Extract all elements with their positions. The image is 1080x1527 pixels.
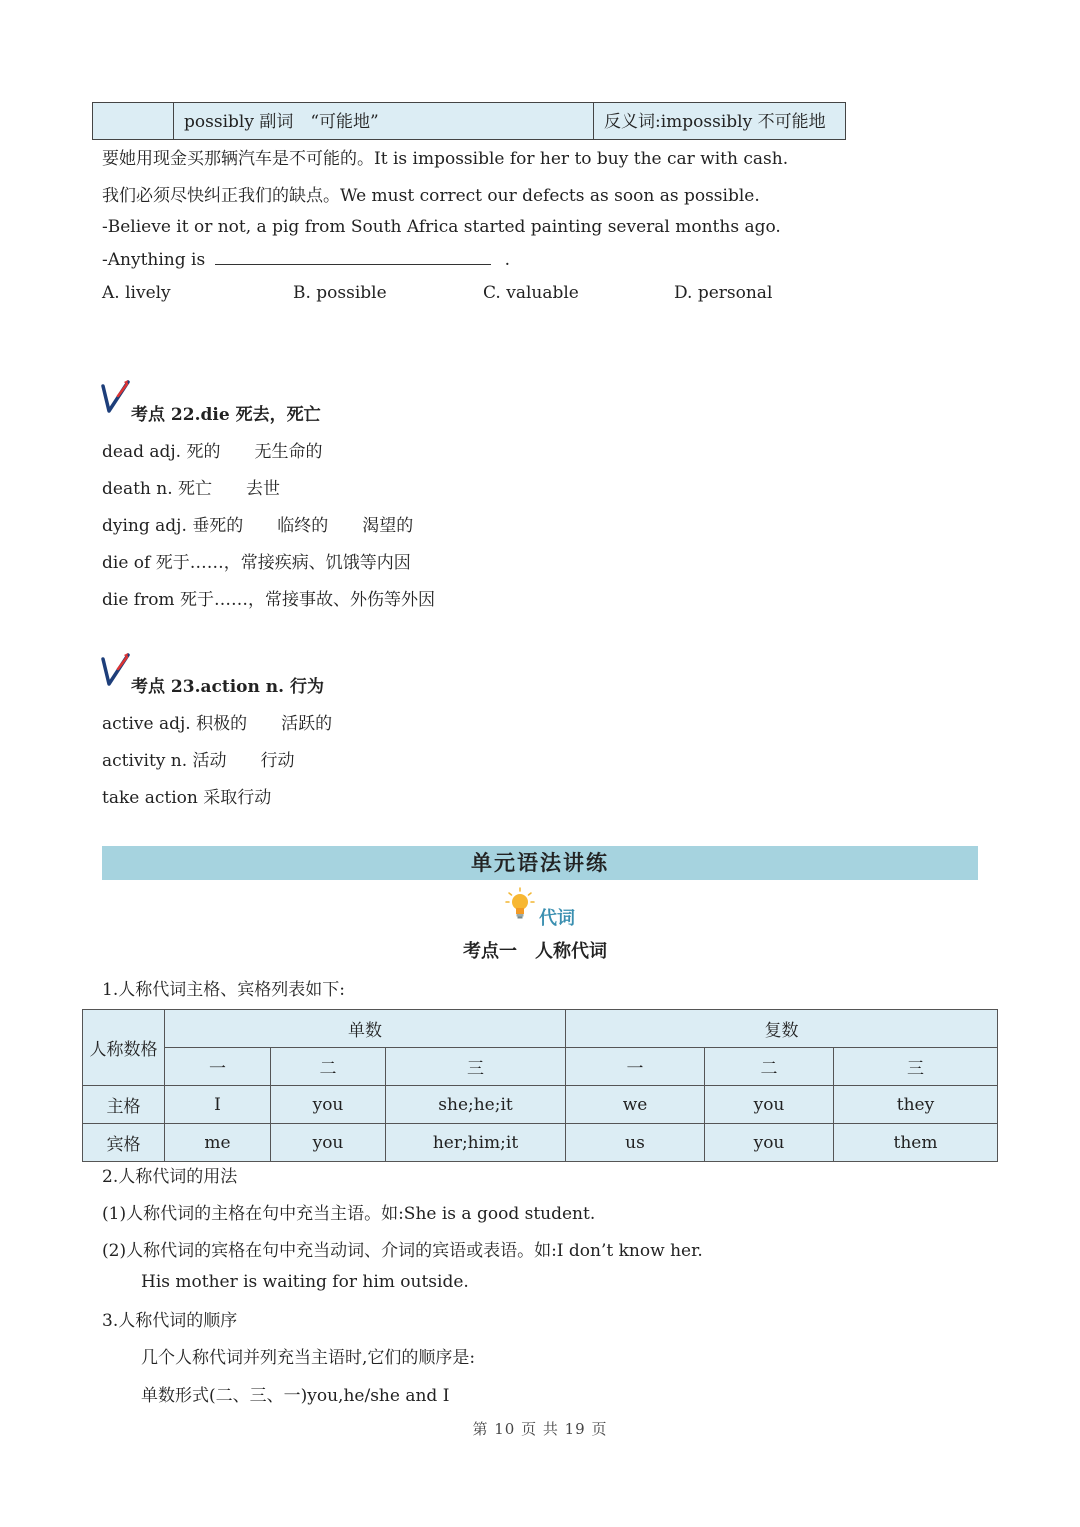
pronoun-table [82,1009,998,1162]
usage-point-2-example: His mother is waiting for him outside. [141,1272,469,1292]
kp22-title: 考点 22.die 死去，死亡 [131,405,321,425]
table-cell: they [834,1086,998,1124]
option-d: D. personal [674,283,773,303]
person-header: 三 [834,1048,998,1086]
table-cell-possibly: possibly 副词 “可能地” [174,103,594,139]
usage-heading: 2.人称代词的用法 [102,1167,238,1187]
point-title: 考点一 人称代词 [463,941,607,962]
option-a: A. lively [102,283,171,303]
question-text: -Anything is [102,250,206,270]
order-heading: 3.人称代词的顺序 [102,1311,238,1331]
example-1: 要她用现金买那辆汽车是不可能的。It is impossible for her to buy the car with cash. [102,149,789,169]
table-cell: her;him;it [386,1124,566,1162]
kp22-line: dying adj. 垂死的 临终的 渴望的 [102,516,414,536]
table-corner-cell: 人称数格 [83,1010,165,1086]
table-cell-antonym: 反义词:impossibly 不可能地 [604,112,826,132]
table-cell: I [165,1086,271,1124]
table-cell: we [566,1086,705,1124]
usage-point-2: (2)人称代词的宾格在句中充当动词、介词的宾语或表语。如:I don’t know her. [102,1241,703,1261]
option-b: B. possible [293,283,387,303]
answer-blank [215,250,491,265]
table-row [83,1086,998,1124]
order-line-1: 几个人称代词并列充当主语时,它们的顺序是: [141,1348,476,1368]
table-cell: you [271,1086,386,1124]
section-banner: 单元语法讲练 [102,846,978,880]
plural-header: 复数 [566,1010,998,1048]
pen-check-icon [100,651,130,687]
section-subhead: 代词 [539,908,575,929]
singular-header: 单数 [165,1010,566,1048]
table-cell: you [705,1124,834,1162]
table-intro: 1.人称代词主格、宾格列表如下: [102,980,345,1000]
person-header: 三 [386,1048,566,1086]
kp23-line: active adj. 积极的 活跃的 [102,714,333,734]
pen-check-icon [100,378,130,414]
table-row [83,1124,998,1162]
row-label: 主格 [83,1086,165,1124]
kp22-line: die of 死于……，常接疾病、饥饿等内因 [102,553,411,573]
question-stem [102,250,510,270]
lightbulb-icon [505,887,535,921]
kp22-line: die from 死于……，常接事故、外伤等外因 [102,590,435,610]
table-empty-cell [93,103,174,139]
example-2: 我们必须尽快纠正我们的缺点。We must correct our defects as soon as possible. [102,186,760,206]
person-header: 一 [165,1048,271,1086]
kp23-line: activity n. 活动 行动 [102,751,295,771]
order-line-2: 单数形式(二、三、一)you,he/she and I [141,1386,450,1406]
table-cell: me [165,1124,271,1162]
table-cell: us [566,1124,705,1162]
option-c: C. valuable [483,283,579,303]
kp22-line: death n. 死亡 去世 [102,479,281,499]
person-header: 一 [566,1048,705,1086]
example-3: -Believe it or not, a pig from South Africa started painting several months ago. [102,217,781,237]
kp23-line: take action 采取行动 [102,788,272,808]
row-label: 宾格 [83,1124,165,1162]
table-cell: you [271,1124,386,1162]
usage-point-1: (1)人称代词的主格在句中充当主语。如:She is a good student. [102,1204,596,1224]
person-header: 二 [705,1048,834,1086]
question-end: . [504,250,510,270]
person-header: 二 [271,1048,386,1086]
kp23-title: 考点 23.action n. 行为 [131,677,324,697]
table-cell: them [834,1124,998,1162]
table-cell: she;he;it [386,1086,566,1124]
page-footer: 第 10 页 共 19 页 [472,1420,608,1438]
synonym-table [92,102,846,140]
kp22-line: dead adj. 死的 无生命的 [102,442,323,462]
table-cell: you [705,1086,834,1124]
